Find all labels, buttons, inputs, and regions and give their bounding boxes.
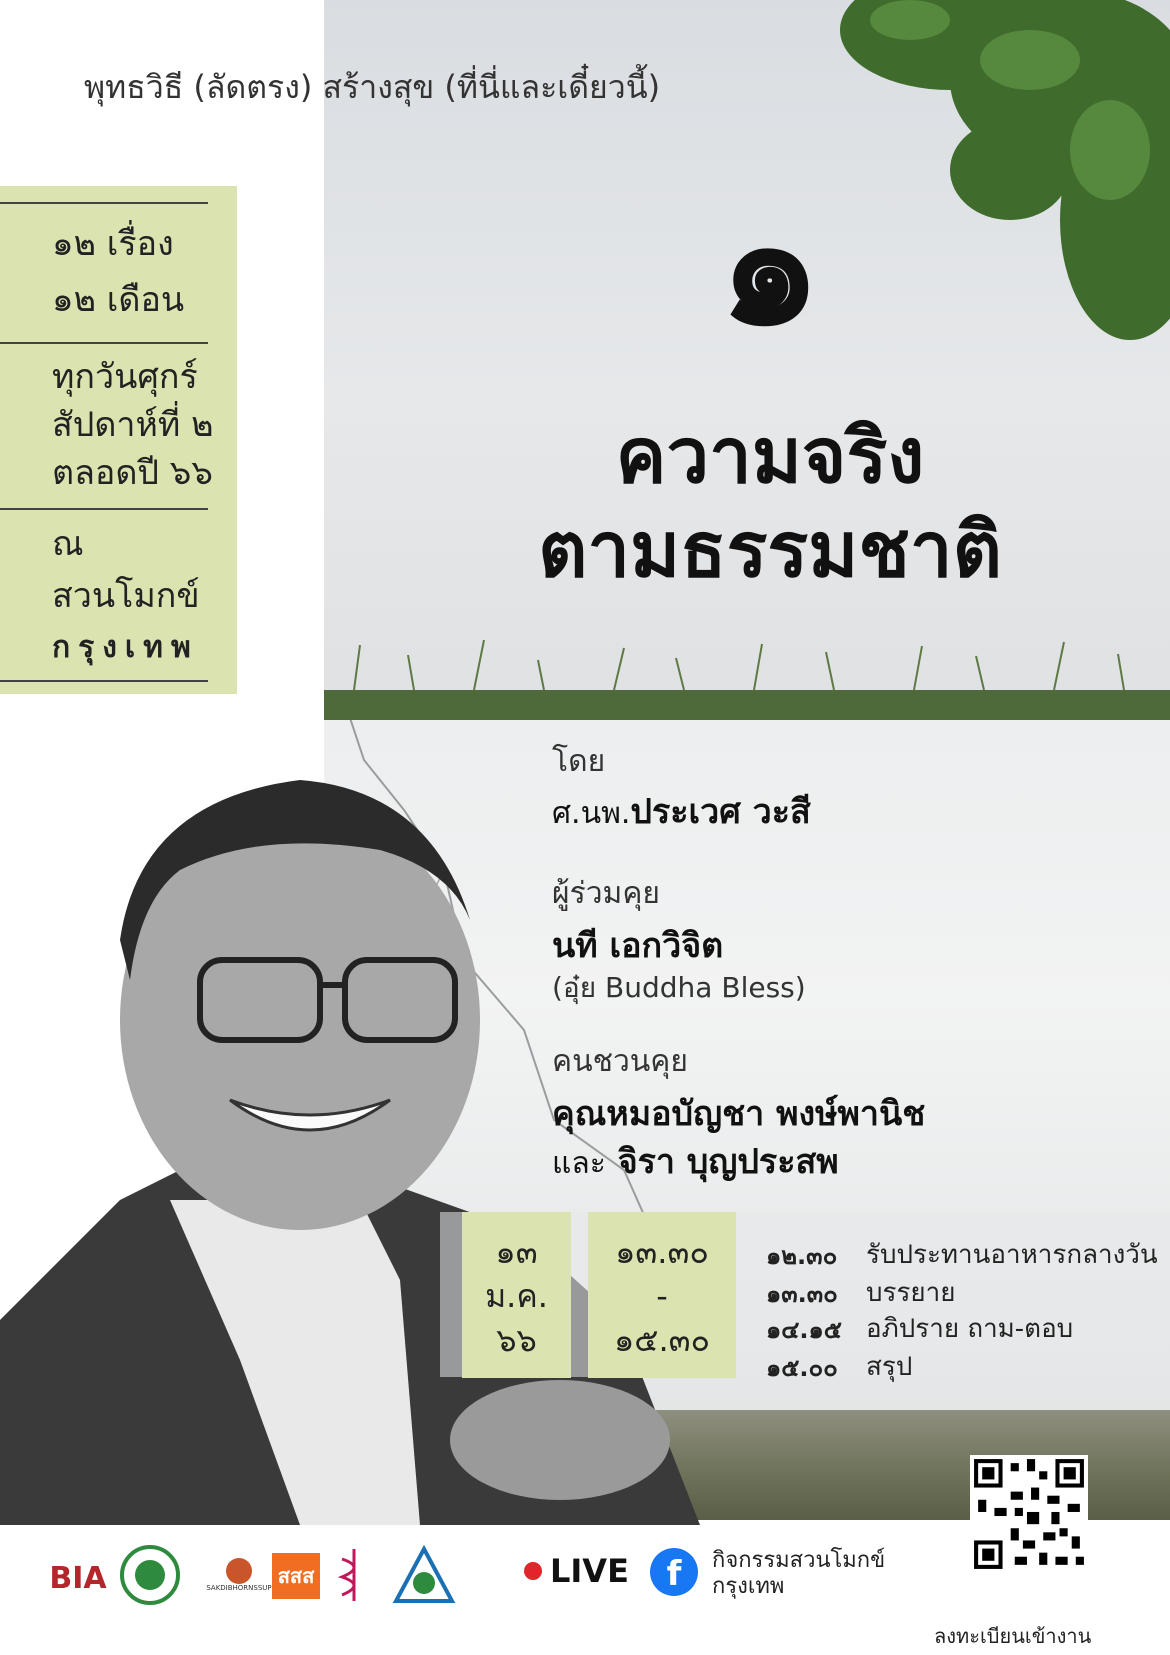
- panel-months: ๑๒ เดือน: [52, 280, 185, 320]
- series-tagline: พุทธวิธี (ลัดตรง) สร้างสุข (ที่นี่และเดี๋ยวนี้): [84, 68, 661, 106]
- event-year: ๖๖: [496, 1321, 537, 1359]
- qr-caption: ลงทะเบียนเข้างาน: [934, 1624, 1092, 1648]
- host-name-2: จิรา บุญประสพ: [617, 1142, 839, 1182]
- tree-triangle-logo: [392, 1545, 456, 1605]
- facebook-icon[interactable]: f: [650, 1548, 698, 1596]
- live-label: LIVE: [550, 1552, 629, 1590]
- schedule-time: ๑๕.๐๐: [766, 1354, 838, 1382]
- event-start-time: ๑๓.๓๐: [615, 1233, 709, 1271]
- facebook-page-name-line1: กิจกรรมสวนโมกข์: [712, 1548, 886, 1573]
- panel-year: ตลอดปี ๖๖: [52, 453, 213, 493]
- event-date-box: [462, 1212, 571, 1378]
- thaihealth-logo: สสส: [272, 1553, 320, 1599]
- episode-title-line1: ความจริง: [615, 411, 925, 500]
- event-time-dash: -: [656, 1277, 668, 1315]
- sakdibhornssup-wordmark: SAKDIBHORNSSUP: [206, 1584, 272, 1592]
- schedule-activity: อภิปราย ถาม-ตอบ: [866, 1314, 1074, 1344]
- schedule-time: ๑๔.๑๕: [766, 1316, 842, 1344]
- facebook-page-link[interactable]: [712, 1548, 885, 1600]
- by-label: โดย: [552, 744, 606, 779]
- bia-logo: BIA: [49, 1560, 107, 1596]
- panel-topics: ๑๒ เรื่อง: [52, 224, 174, 264]
- live-indicator: [524, 1552, 629, 1590]
- live-dot-icon: [524, 1562, 542, 1580]
- facebook-page-name-line2: กรุงเทพ: [712, 1574, 785, 1599]
- caduceus-logo: [336, 1545, 372, 1605]
- host-name-1: คุณหมอบัญชา พงษ์พานิช: [552, 1094, 926, 1134]
- panel-weekday: ทุกวันศุกร์: [52, 357, 198, 397]
- sakdibhornssup-logo: [204, 1548, 274, 1602]
- panel-divider: [0, 342, 208, 344]
- main-speaker-name: ประเวศ วะสี: [630, 792, 811, 832]
- grass-illustration: [324, 640, 1170, 720]
- panel-divider: [0, 508, 208, 510]
- series-info-panel: [0, 186, 237, 694]
- schedule-activity: สรุป: [866, 1352, 913, 1382]
- co-speaker-name: นที เอกวิจิต: [552, 926, 724, 966]
- co-speaker-label: ผู้ร่วมคุย: [552, 876, 660, 911]
- panel-venue: สวนโมกข์: [52, 576, 200, 616]
- registration-qr-code[interactable]: [970, 1455, 1088, 1573]
- host-label: คนชวนคุย: [552, 1044, 688, 1079]
- episode-number: ๑: [719, 174, 821, 361]
- foundation-seal-logo: [120, 1545, 180, 1605]
- panel-divider: [0, 202, 208, 204]
- panel-divider: [0, 680, 208, 682]
- schedule-activity: รับประทานอาหารกลางวัน: [866, 1240, 1158, 1270]
- co-speaker-note: (อุ๋ย Buddha Bless): [552, 971, 806, 1004]
- schedule-time: ๑๓.๓๐: [766, 1280, 838, 1308]
- main-speaker-title: ศ.นพ.: [552, 796, 631, 831]
- schedule-activity: บรรยาย: [866, 1278, 956, 1308]
- panel-city: กรุงเทพ: [52, 630, 199, 665]
- host-and: และ: [552, 1146, 606, 1181]
- episode-title-line2: ตามธรรมชาติ: [538, 505, 1002, 594]
- event-day: ๑๓: [495, 1233, 538, 1271]
- event-end-time: ๑๕.๓๐: [613, 1321, 711, 1359]
- event-time-box: [588, 1212, 736, 1378]
- speaker-portrait-photo: [0, 760, 700, 1525]
- event-month: ม.ค.: [485, 1277, 548, 1315]
- schedule-time: ๑๒.๓๐: [766, 1242, 838, 1270]
- panel-at: ณ: [52, 524, 84, 564]
- panel-week: สัปดาห์ที่ ๒: [52, 405, 214, 445]
